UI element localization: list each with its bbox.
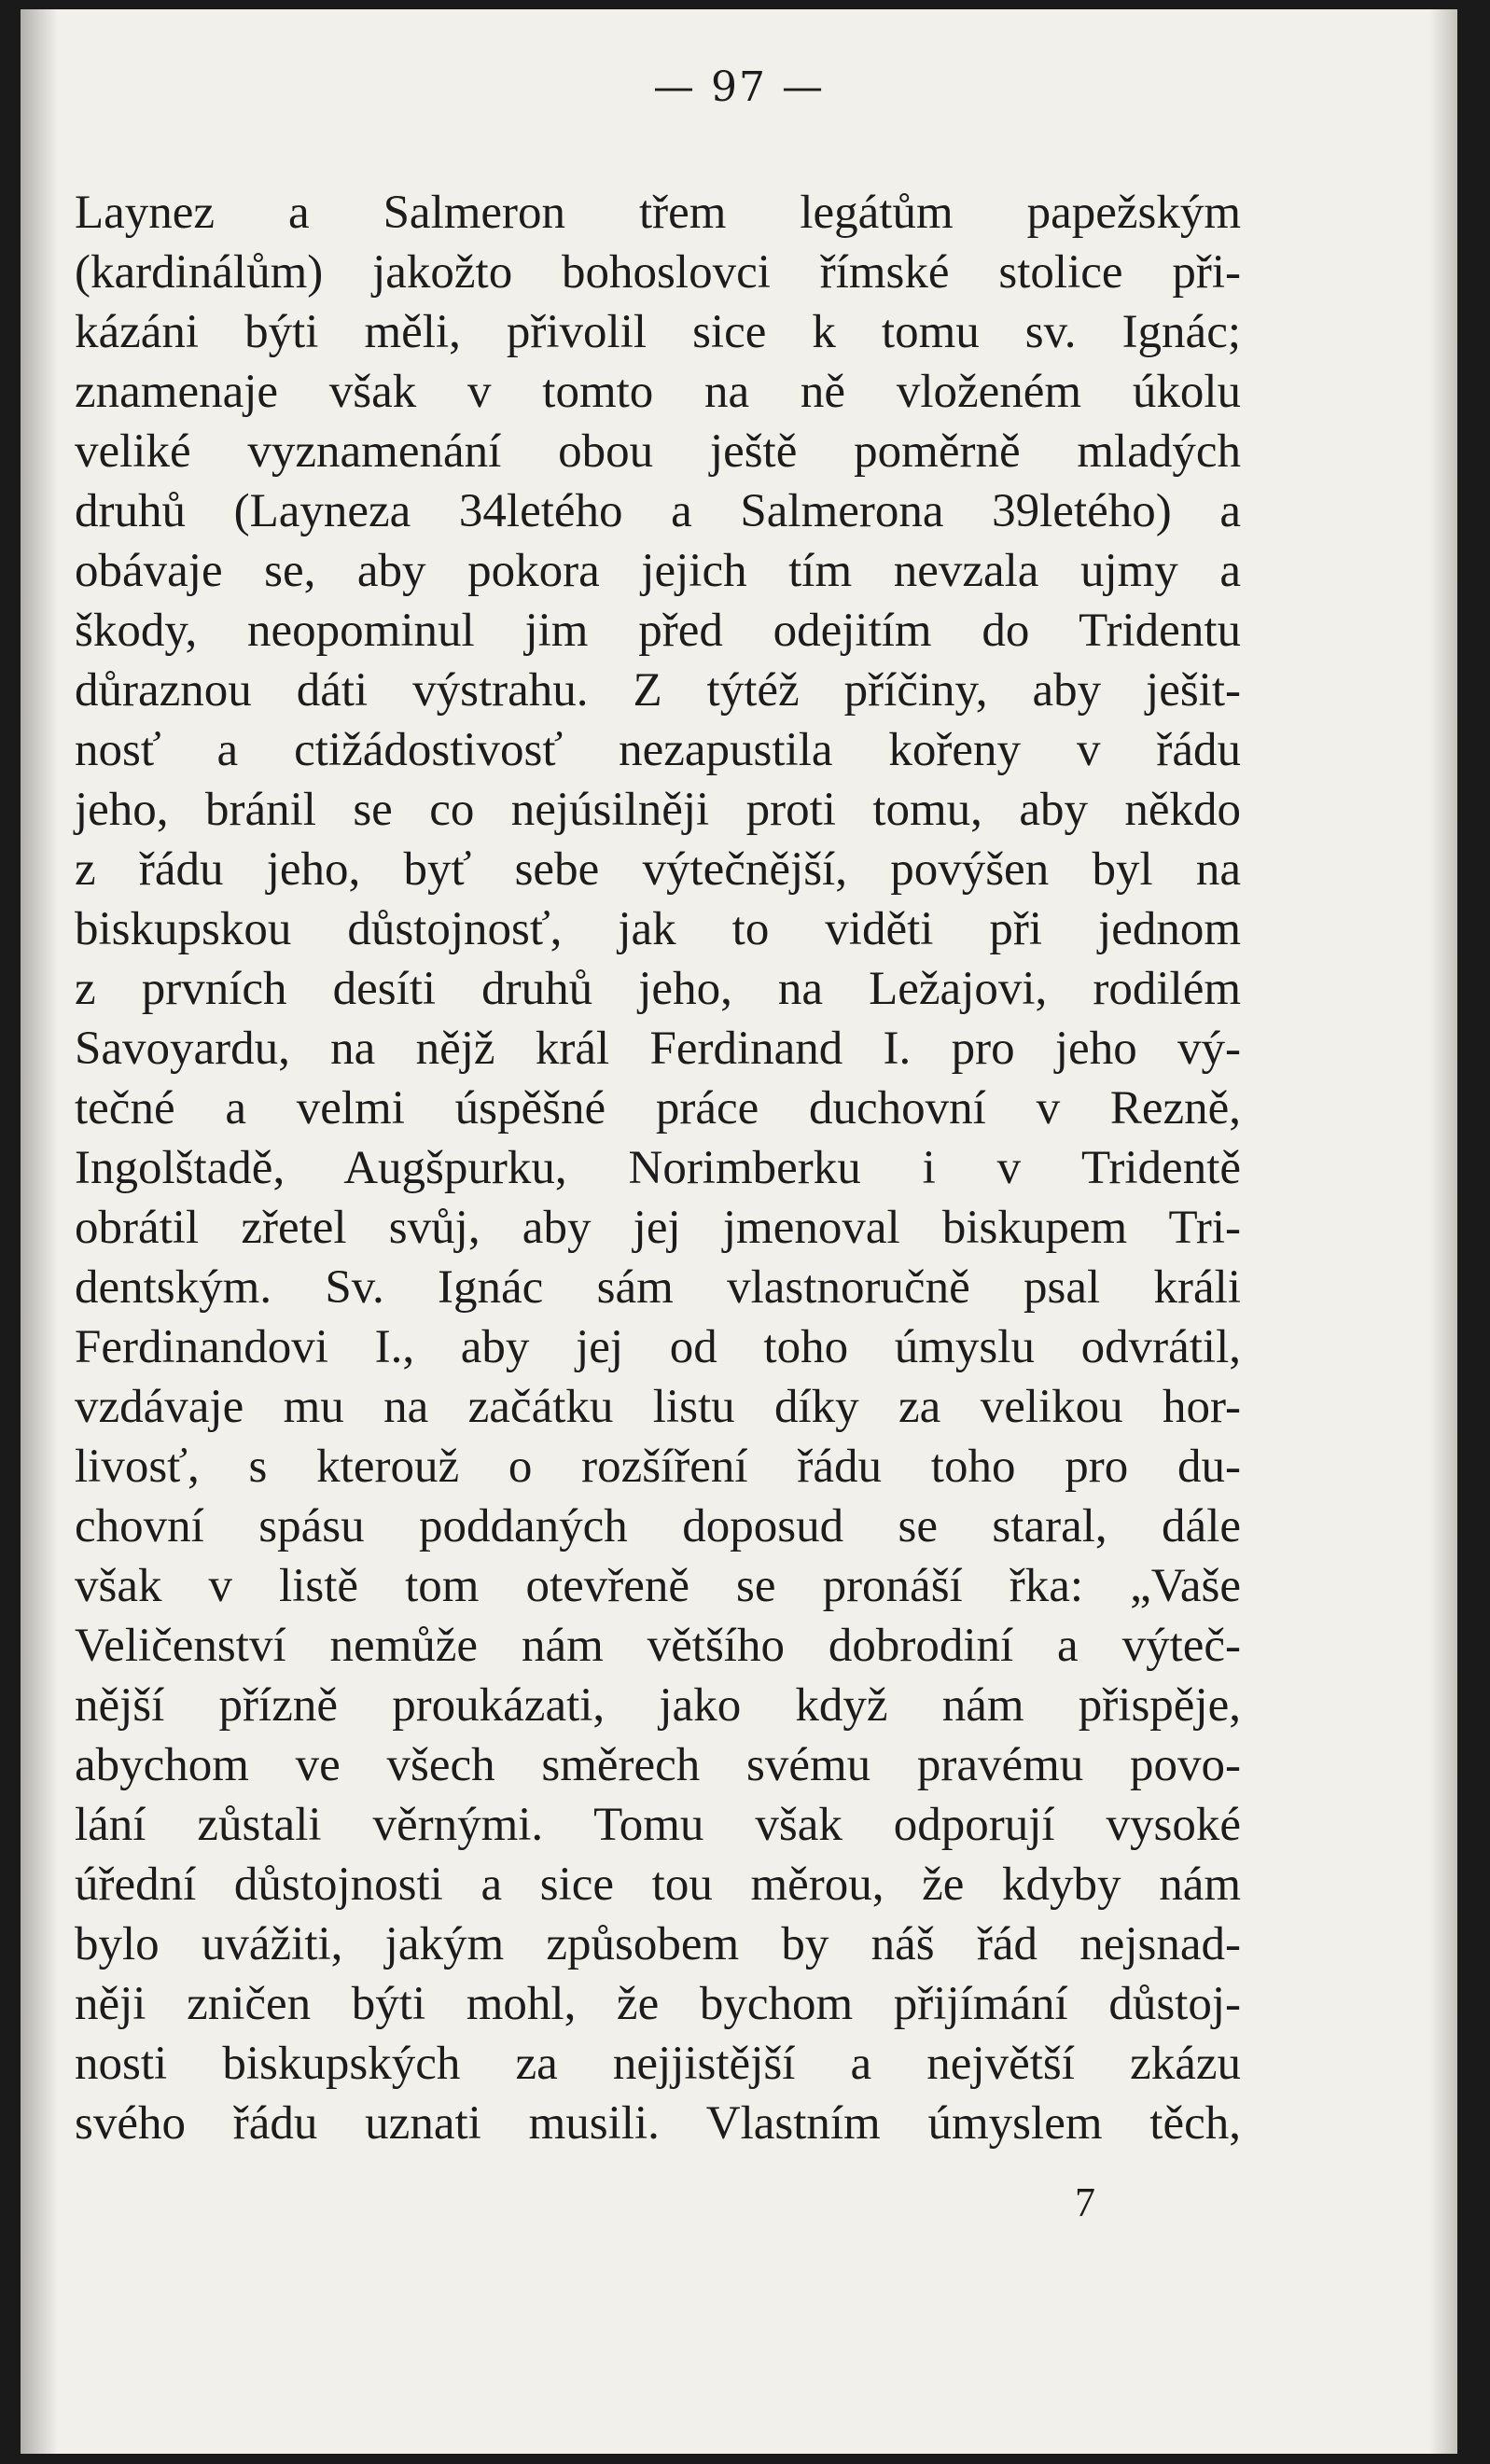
text-line: tečné a velmi úspěšné práce duchovní v Rezně, (75, 1082, 1241, 1135)
text-line: z řádu jeho, byť sebe výtečnější, povýšen byl na (75, 843, 1241, 896)
text-line: svého řádu uznati musili. Vlastním úmyslem těch, (75, 2097, 1241, 2150)
text-line: škody, neopominul jim před odejitím do Tridentu (75, 605, 1241, 657)
text-line: Savoyardu, na nějž král Ferdinand I. pro jeho vý- (75, 1023, 1241, 1075)
text-line: znamenaje však v tomto na ně vloženém úkolu (75, 366, 1241, 418)
text-line: abychom ve všech směrech svému pravému povo- (75, 1739, 1241, 1791)
text-line: z prvních desíti druhů jeho, na Ležajovi, rodilém (75, 963, 1241, 1015)
text-line: však v listě tom otevřeně se pronáší řka: „Vaše (75, 1560, 1241, 1612)
text-line: důraznou dáti výstrahu. Z týtéž příčiny, aby ješit- (75, 664, 1241, 717)
body-text (75, 183, 1241, 2153)
text-line: Veličenství nemůže nám většího dobrodiní a výteč- (75, 1620, 1241, 1672)
scan-edge-shadow-right (1429, 9, 1457, 2454)
text-line: Ferdinandovi I., aby jej od toho úmyslu odvrátil, (75, 1321, 1241, 1373)
text-line: veliké vyznamenání obou ještě poměrně mladých (75, 425, 1241, 478)
text-line: druhů (Layneza 34letého a Salmerona 39letého) a (75, 485, 1241, 537)
text-line: dentským. Sv. Ignác sám vlastnoručně psal králi (75, 1261, 1241, 1314)
text-line: (kardinálům) jakožto bohoslovci římské stolice při- (75, 246, 1241, 299)
text-line: Ingolštadě, Augšpurku, Norimberku i v Tridentě (75, 1142, 1241, 1194)
text-line: kázáni býti měli, přivolil sice k tomu sv. Ignác; (75, 306, 1241, 358)
text-line: úřední důstojnosti a sice tou měrou, že kdyby nám (75, 1858, 1241, 1911)
text-line: něji zničen býti mohl, že bychom přijímání důstoj- (75, 1978, 1241, 2030)
text-line: jeho, bránil se co nejúsilněji proti tomu, aby někdo (75, 784, 1241, 836)
text-line: nější přízně proukázati, jako když nám přispěje, (75, 1679, 1241, 1732)
text-line: vzdávaje mu na začátku listu díky za velikou hor- (75, 1381, 1241, 1433)
page-number-header: — 97 — (653, 63, 825, 111)
text-line: chovní spásu poddaných doposud se staral, dále (75, 1500, 1241, 1552)
text-line: obrátil zřetel svůj, aby jej jmenoval biskupem Tri- (75, 1202, 1241, 1254)
text-line: livosť, s kterouž o rozšíření řádu toho pro du- (75, 1441, 1241, 1493)
text-line: nosti biskupských za nejjistější a největší zkázu (75, 2038, 1241, 2090)
signature-mark: 7 (1075, 2179, 1095, 2225)
book-page (21, 9, 1457, 2454)
text-line: lání zůstali věrnými. Tomu však odporují vysoké (75, 1799, 1241, 1851)
text-line: bylo uvážiti, jakým způsobem by náš řád nejsnad- (75, 1918, 1241, 1970)
text-line: biskupskou důstojnosť, jak to viděti při jednom (75, 903, 1241, 955)
scan-edge-shadow-left (21, 9, 58, 2454)
text-line: Laynez a Salmeron třem legátům papežským (75, 187, 1241, 239)
text-line: obávaje se, aby pokora jejich tím nevzala ujmy a (75, 545, 1241, 597)
text-line: nosť a ctižádostivosť nezapustila kořeny v řádu (75, 724, 1241, 776)
